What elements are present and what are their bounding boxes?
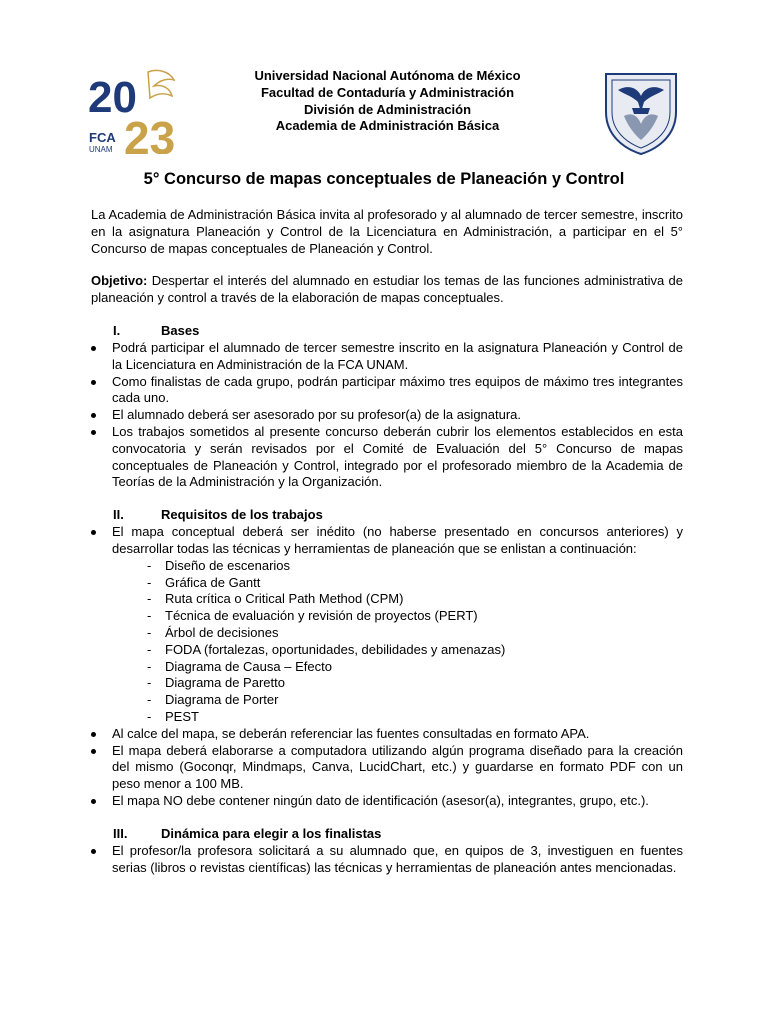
dinamica-list [91, 843, 683, 877]
dash-icon: - [147, 574, 152, 590]
bullet-icon [91, 413, 96, 418]
list-item: Como finalistas de cada grupo, podrán participar máximo tres equipos de máximo tres integrantes cada uno. [91, 374, 683, 408]
objective-paragraph [91, 273, 683, 307]
technique-item: - PEST [147, 708, 199, 724]
bullet-icon [91, 749, 96, 754]
section-number: II. [113, 507, 124, 523]
dash-icon: - [147, 675, 152, 691]
section-title: Requisitos de los trabajos [161, 507, 323, 523]
document-title: 5° Concurso de mapas conceptuales de Planeación y Control [143, 170, 625, 188]
dash-icon: - [147, 692, 152, 708]
dash-icon: - [147, 641, 152, 657]
list-item: Al calce del mapa, se deberán referenciar las fuentes consultadas en formato APA. [91, 726, 683, 743]
section-requisitos [91, 507, 683, 810]
intro-paragraph: La Academia de Administración Básica invita al profesorado y al alumnado de tercer semestre, inscrito en la asignatura Planeación y Control de la Licenciatura en Administración, a participar en el 5° Concurso de mapas conceptuales de Planeación y Control. [91, 207, 683, 256]
technique-item: - Diseño de escenarios [147, 557, 291, 573]
document-body [91, 207, 683, 892]
list-item: El profesor/la profesora solicitará a su alumnado que, en quipos de 3, investiguen en fuentes serias (libros o revistas científicas) las técnicas y herramientas de planeación antes mencionadas. [91, 843, 683, 877]
section-title: Bases [161, 322, 200, 338]
technique-item: - Diagrama de Causa – Efecto [147, 658, 332, 674]
bullet-icon [91, 430, 96, 435]
technique-item: - Gráfica de Gantt [147, 574, 261, 590]
unam-shield-logo [598, 68, 684, 156]
list-item: El mapa deberá elaborarse a computadora utilizando algún programa diseñado para la creación del mismo (Goconqr, Mindmaps, Canva, LucidChart, etc.) y guardarse en formato PDF con un peso menor a 100 MB. [91, 743, 683, 793]
dash-icon: - [147, 708, 152, 724]
academy-name: Academia de Administración Básica [275, 118, 500, 134]
bullet-icon [91, 530, 96, 535]
dash-icon: - [147, 608, 152, 624]
list-item: El alumnado deberá ser asesorado por su profesor(a) de la asignatura. [91, 407, 683, 424]
fca-2023-logo [88, 66, 188, 154]
section-bases [91, 323, 683, 491]
document-header [0, 58, 768, 158]
list-item: El mapa NO debe contener ningún dato de identificación (asesor(a), integrantes, grupo, etc.). [91, 793, 683, 810]
techniques-list [112, 558, 683, 726]
technique-item: - Árbol de decisiones [147, 624, 279, 640]
faculty-name: Facultad de Contaduría y Administración [260, 84, 515, 100]
svg-text:UNAM: UNAM [89, 145, 113, 154]
section-number: III. [113, 825, 128, 841]
bullet-icon [91, 849, 96, 854]
dash-icon: - [147, 658, 152, 674]
list-item: Los trabajos sometidos al presente concurso deberán cubrir los elementos establecidos en esta convocatoria y serán revisados por el Comité de Evaluación del 5° Concurso de mapas conceptuales de Planeación y Control, integrado por el profesorado miembro de la Academia de Teorías de la Administración y la Organización. [91, 424, 683, 491]
dash-icon: - [147, 557, 152, 573]
requisitos-list [91, 524, 683, 810]
bases-list [91, 340, 683, 491]
list-item: El mapa conceptual deberá ser inédito (no haberse presentado en concursos anteriores) y desarrollar todas las técnicas y herramientas de planeación que se enlistan a continuación: - Diseño de escenarios - Gráfica de Gantt - Ruta crítica o Critical Path Method (CPM) - Técnica de evaluación y revisión de proyectos (PERT) - Árbol de decisiones - FODA (fortalezas, oportunidades, debilidades y amenazas) - Diagrama de Causa – Efecto - Diagrama de Paretto - Diagrama de Porter - PEST [91, 524, 683, 726]
list-item: Podrá participar el alumnado de tercer semestre inscrito en la asignatura Planeación y Control de la Licenciatura en Administración de la FCA UNAM. [91, 340, 683, 374]
objective-label: Objetivo: [91, 273, 148, 289]
svg-text:FCA: FCA [89, 130, 116, 145]
bullet-icon [91, 346, 96, 351]
objective-text: Despertar el interés del alumnado en estudiar los temas de las funciones administrativa de planeación y control a través de la elaboración de mapas conceptuales. [91, 273, 683, 306]
section-heading [91, 323, 683, 340]
section-number: I. [113, 322, 121, 338]
svg-text:23: 23 [124, 112, 176, 154]
technique-item: - Ruta crítica o Critical Path Method (CPM) [147, 591, 404, 607]
dash-icon: - [147, 591, 152, 607]
section-heading [91, 826, 683, 843]
section-title: Dinámica para elegir a los finalistas [161, 825, 382, 841]
institution-heading [210, 68, 565, 135]
technique-item: - FODA (fortalezas, oportunidades, debilidades y amenazas) [147, 641, 506, 657]
section-dinamica [91, 826, 683, 877]
university-name: Universidad Nacional Autónoma de México [254, 68, 521, 83]
bullet-icon [91, 799, 96, 804]
section-heading [91, 507, 683, 524]
dash-icon: - [147, 624, 152, 640]
bullet-icon [91, 380, 96, 385]
division-name: División de Administración [303, 101, 472, 117]
technique-item: - Técnica de evaluación y revisión de proyectos (PERT) [147, 608, 478, 624]
technique-item: - Diagrama de Porter [147, 692, 279, 708]
technique-item: - Diagrama de Paretto [147, 675, 285, 691]
bullet-icon [91, 732, 96, 737]
svg-text:20: 20 [88, 73, 137, 122]
